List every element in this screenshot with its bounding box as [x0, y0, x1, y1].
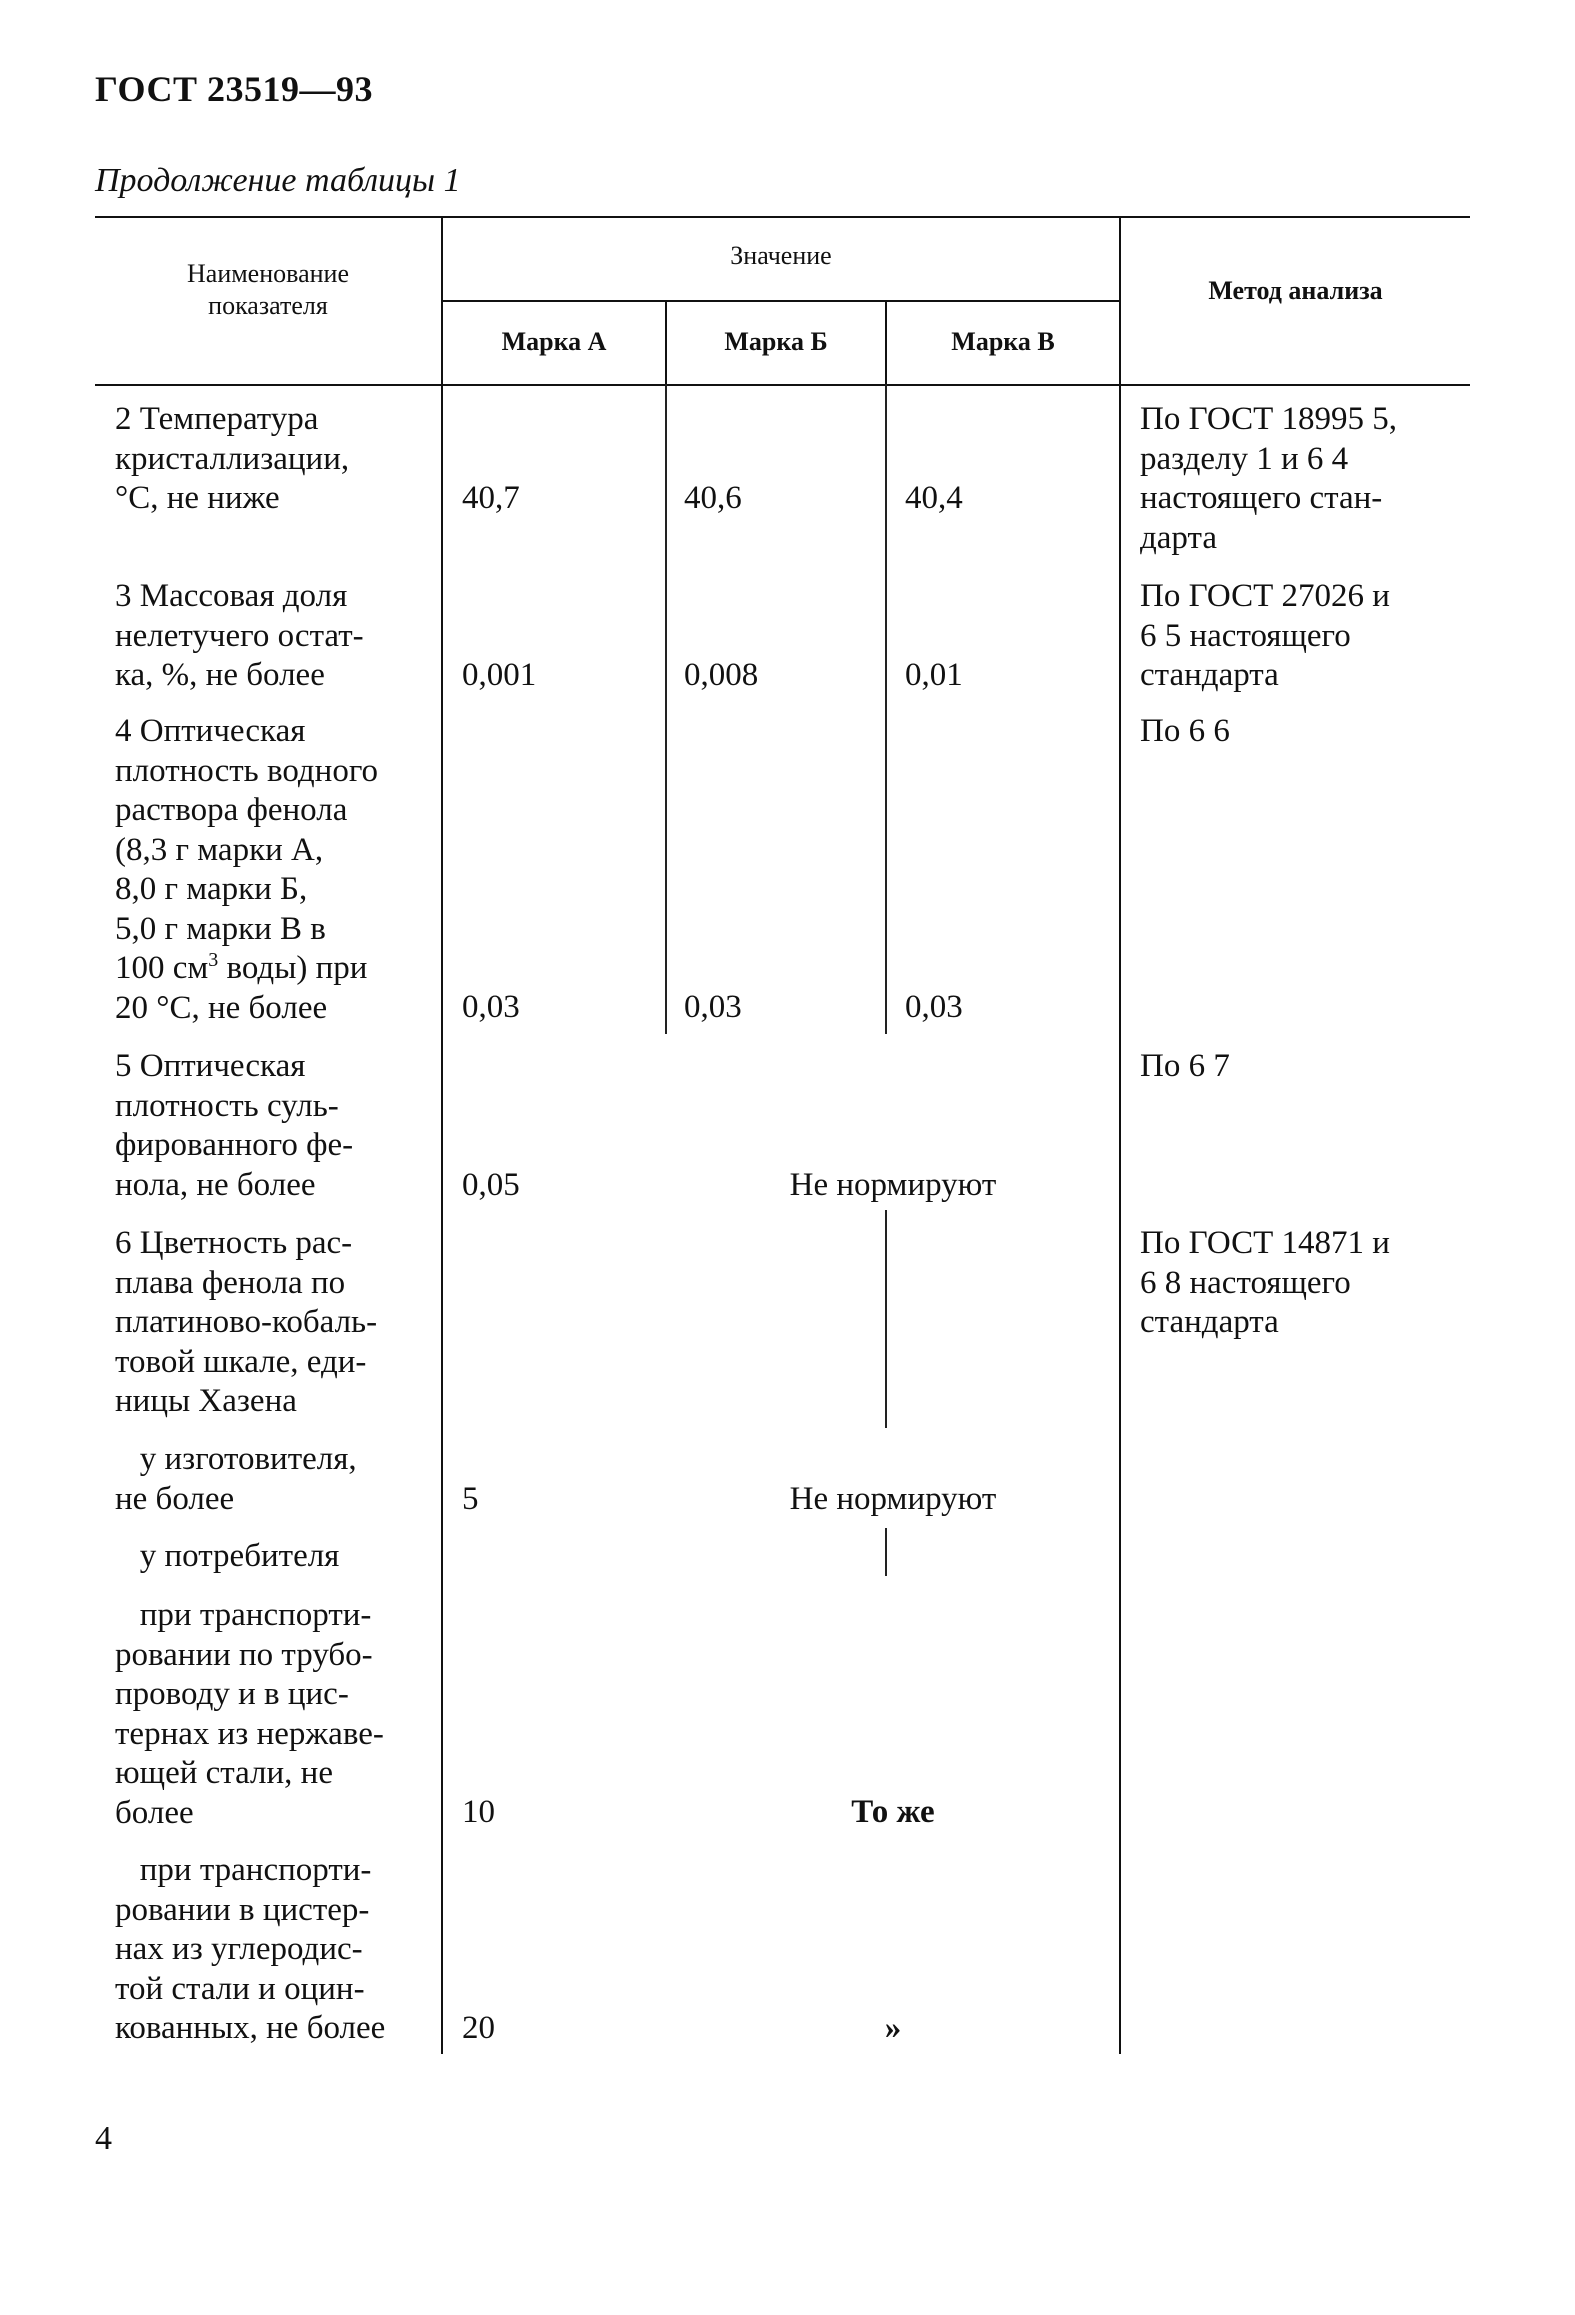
row5-method: По 6 7: [1140, 1048, 1230, 1084]
row6d-name: при транспорти- ровании в цистер- нах из углеродис- той стали и оцин- кованных, не более: [115, 1852, 386, 2046]
row6a-name: у изготовителя, не более: [115, 1441, 357, 1517]
table-top-rule: [95, 216, 1470, 218]
row5-name: 5 Оптическая плотность суль- фированного фе- нола, не более: [115, 1048, 354, 1203]
table-caption: Продолжение таблицы 1: [95, 162, 461, 199]
row2-method: По ГОСТ 18995 5, разделу 1 и 6 4 настоящего стан- дарта: [1140, 401, 1397, 556]
row6c-grade-bc: То же: [851, 1794, 935, 1830]
col-divider-a-b-body: [665, 384, 667, 1034]
row3-grade-c: 0,01: [905, 657, 963, 693]
row2-name: 2 Температура кристаллизации, °С, не ниже: [115, 401, 350, 516]
row6b-name: у потребителя: [115, 1538, 340, 1574]
document-code: ГОСТ 23519—93: [95, 69, 373, 109]
row2-grade-c: 40,4: [905, 480, 963, 516]
header-grade-a: Марка А: [501, 327, 607, 356]
row6-method: По ГОСТ 14871 и 6 8 настоящего стандарта: [1140, 1225, 1390, 1340]
row6a-grade-a: 5: [462, 1481, 479, 1517]
value-subheader-rule: [442, 300, 1120, 302]
row2-grade-a: 40,7: [462, 480, 520, 516]
row6a-grade-bc: Не нормируют: [789, 1481, 997, 1517]
header-indicator-name: Наименование показателя: [187, 259, 349, 320]
row4-name: 4 Оптическая плотность водного раствора фенола (8,3 г марки А, 8,0 г марки Б, 5,0 г марки В в 100 $см^3$ воды) при 20 °С, не более: [115, 713, 379, 1026]
row4-grade-a: 0,03: [462, 989, 520, 1025]
header-bottom-rule: [95, 384, 1470, 386]
col-divider-b-c-body: [885, 384, 887, 1034]
row3-grade-b: 0,008: [684, 657, 759, 693]
row4-method: По 6 6: [1140, 713, 1230, 749]
row2-grade-b: 40,6: [684, 480, 742, 516]
col-divider-name: [441, 216, 443, 2054]
row6c-grade-a: 10: [462, 1794, 495, 1830]
col-divider-method: [1119, 216, 1121, 2054]
row3-name: 3 Массовая доля нелетучего остат- ка, %, не более: [115, 578, 364, 693]
row6c-name: при транспорти- ровании по трубо- проводу и в цис- тернах из нержаве- ющей стали, не более: [115, 1597, 384, 1831]
row3-method: По ГОСТ 27026 и 6 5 настоящего стандарта: [1140, 578, 1390, 693]
row5-grade-a: 0,05: [462, 1167, 520, 1203]
header-grade-b: Марка Б: [724, 327, 828, 356]
row6d-grade-a: 20: [462, 2010, 495, 2046]
divider-stub-1: [885, 1210, 887, 1428]
page-number: 4: [95, 2120, 112, 2157]
header-method: Метод анализа: [1208, 276, 1383, 305]
row4-grade-c: 0,03: [905, 989, 963, 1025]
divider-stub-2: [885, 1528, 887, 1576]
header-value: Значение: [730, 241, 832, 270]
header-grade-c: Марка В: [951, 327, 1055, 356]
row4-grade-b: 0,03: [684, 989, 742, 1025]
row3-grade-a: 0,001: [462, 657, 537, 693]
row5-grade-bc: Не нормируют: [789, 1167, 997, 1203]
row6-name: 6 Цветность рас- плава фенола по платиново-кобаль- товой шкале, еди- ницы Хазена: [115, 1225, 378, 1419]
row6d-grade-bc: »: [884, 2010, 902, 2046]
